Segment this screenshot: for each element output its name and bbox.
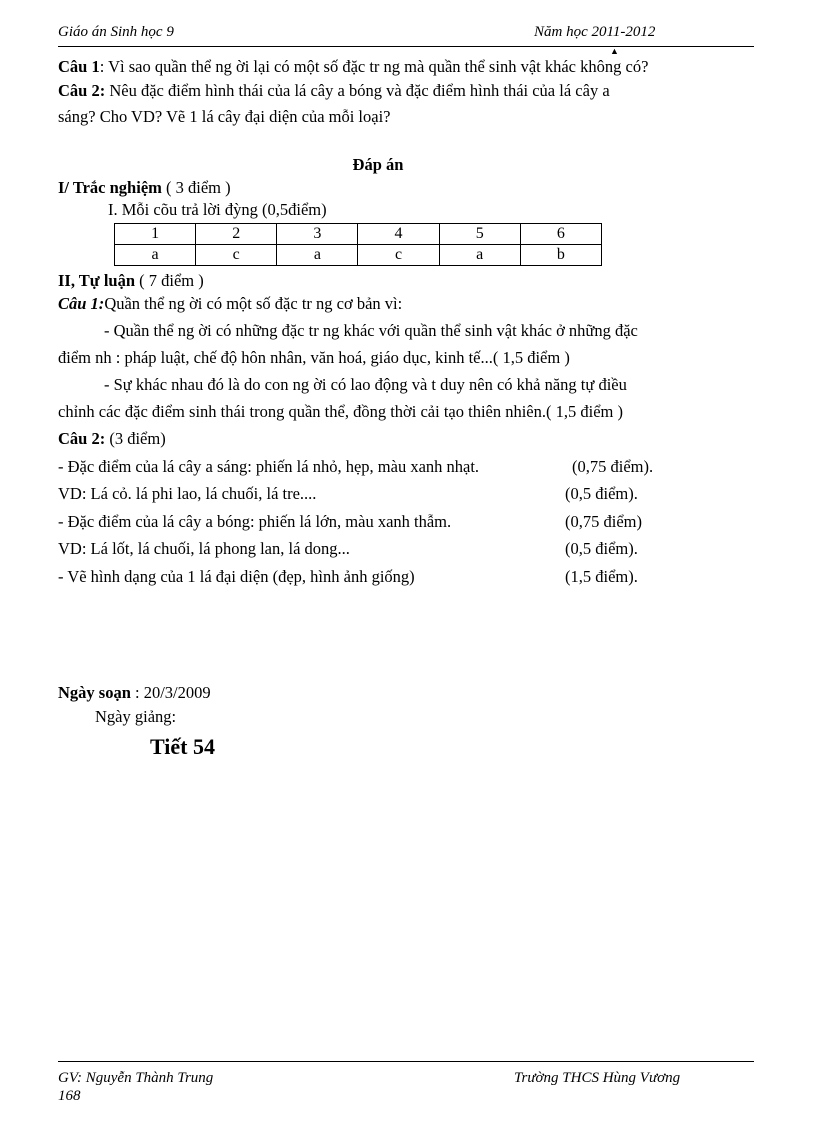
- caret-up-icon: ▲: [610, 46, 619, 56]
- answer-table: [114, 223, 602, 266]
- question-2-label: Câu 2:: [58, 81, 106, 100]
- footer-teacher: GV: Nguyễn Thành Trung: [58, 1070, 214, 1086]
- table-cell: a: [439, 245, 520, 266]
- table-cell: a: [115, 245, 196, 266]
- footer-school: Trường THCS Hùng Vương: [514, 1070, 681, 1086]
- table-cell: c: [196, 245, 277, 266]
- table-row: [115, 224, 602, 245]
- part-2-c1: [58, 293, 402, 315]
- part-2-c1-p2-cont: chỉnh các đặc điểm sinh thái trong quần thể, đồng thời cải tạo thiên nhiên.( 1,5 điểm ): [58, 402, 623, 421]
- list-item-score: (0,5 điểm).: [565, 484, 638, 503]
- part-2-title: II, Tự luận: [58, 271, 136, 290]
- question-1-label: Câu 1: [58, 57, 100, 76]
- question-1: [58, 56, 648, 78]
- part-2-c1-label: Câu 1:: [58, 294, 105, 313]
- header-school-year: Năm học 2011-2012: [534, 24, 656, 40]
- part-2-c1-p1: - Quần thể ng ời có những đặc tr ng khác với quần thể sinh vật khác ở những đặc: [104, 321, 638, 340]
- question-2-text: Nêu đặc điểm hình thái của lá cây a bóng và đặc điểm hình thái của lá cây a: [105, 81, 610, 100]
- table-cell: 6: [520, 224, 601, 245]
- part-1-points: ( 3 điểm ): [161, 178, 231, 197]
- answer-title: Đáp án: [352, 155, 404, 174]
- list-item: VD: Lá lốt, lá chuối, lá phong lan, lá dong...: [58, 539, 350, 558]
- table-cell: 3: [277, 224, 358, 245]
- question-1-text: : Vì sao quần thể ng ời lại có một số đặc tr ng mà quần thể sinh vật khác không có?: [99, 57, 649, 76]
- part-2-heading: [58, 270, 204, 292]
- table-cell: 2: [196, 224, 277, 245]
- part-2-c1-p2: - Sự khác nhau đó là do con ng ời có lao động và t duy nên có khả năng tự điều: [104, 375, 627, 394]
- prep-date-value: : 20/3/2009: [130, 683, 211, 702]
- prep-date-label: Ngày soạn: [58, 683, 131, 702]
- teach-date-label: Ngày giảng:: [95, 707, 177, 726]
- list-item: - Vẽ hình dạng của 1 lá đại diện (đẹp, hình ảnh giống): [58, 567, 415, 586]
- table-cell: c: [358, 245, 439, 266]
- list-item: VD: Lá cỏ. lá phi lao, lá chuối, lá tre....: [58, 484, 317, 503]
- table-cell: 5: [439, 224, 520, 245]
- page-header: [58, 22, 754, 47]
- part-1-title: I/ Trắc nghiệm: [58, 178, 162, 197]
- question-2-cont: sáng? Cho VD? Vẽ 1 lá cây đại diện của mỗi loại?: [58, 107, 391, 126]
- header-subject: Giáo án Sinh học 9: [58, 24, 174, 40]
- question-2: [58, 80, 610, 102]
- table-row: [115, 245, 602, 266]
- part-2-c2-points: (3 điểm): [105, 429, 166, 448]
- part-2-c2: [58, 428, 166, 450]
- part-2-c2-label: Câu 2:: [58, 429, 106, 448]
- part-2-c1-p1-cont: điểm nh : pháp luật, chế độ hôn nhân, văn hoá, giáo dục, kinh tế...( 1,5 điểm ): [58, 348, 570, 367]
- table-cell: 4: [358, 224, 439, 245]
- page-footer: [58, 1061, 754, 1104]
- part-1-instruction: I. Mỗi cõu trả lời đỳng (0,5điểm): [108, 200, 327, 219]
- page-number: 168: [58, 1088, 81, 1104]
- part-2-points: ( 7 điểm ): [135, 271, 204, 290]
- list-item-score: (0,5 điểm).: [565, 539, 638, 558]
- list-item-score: (0,75 điểm).: [572, 457, 654, 476]
- list-item-score: (1,5 điểm).: [565, 567, 638, 586]
- prep-date: [58, 682, 211, 704]
- part-1-heading: [58, 177, 231, 199]
- lesson-number: Tiết 54: [150, 734, 215, 759]
- list-item: - Đặc điểm của lá cây a bóng: phiến lá lớn, màu xanh thẫm.: [58, 512, 452, 531]
- list-item: - Đặc điểm của lá cây a sáng: phiến lá nhỏ, hẹp, màu xanh nhạt.: [58, 457, 480, 476]
- table-cell: b: [520, 245, 601, 266]
- table-cell: 1: [115, 224, 196, 245]
- part-2-c1-text: Quần thể ng ời có một số đặc tr ng cơ bản vì:: [104, 294, 403, 313]
- list-item-score: (0,75 điểm): [565, 512, 642, 531]
- table-cell: a: [277, 245, 358, 266]
